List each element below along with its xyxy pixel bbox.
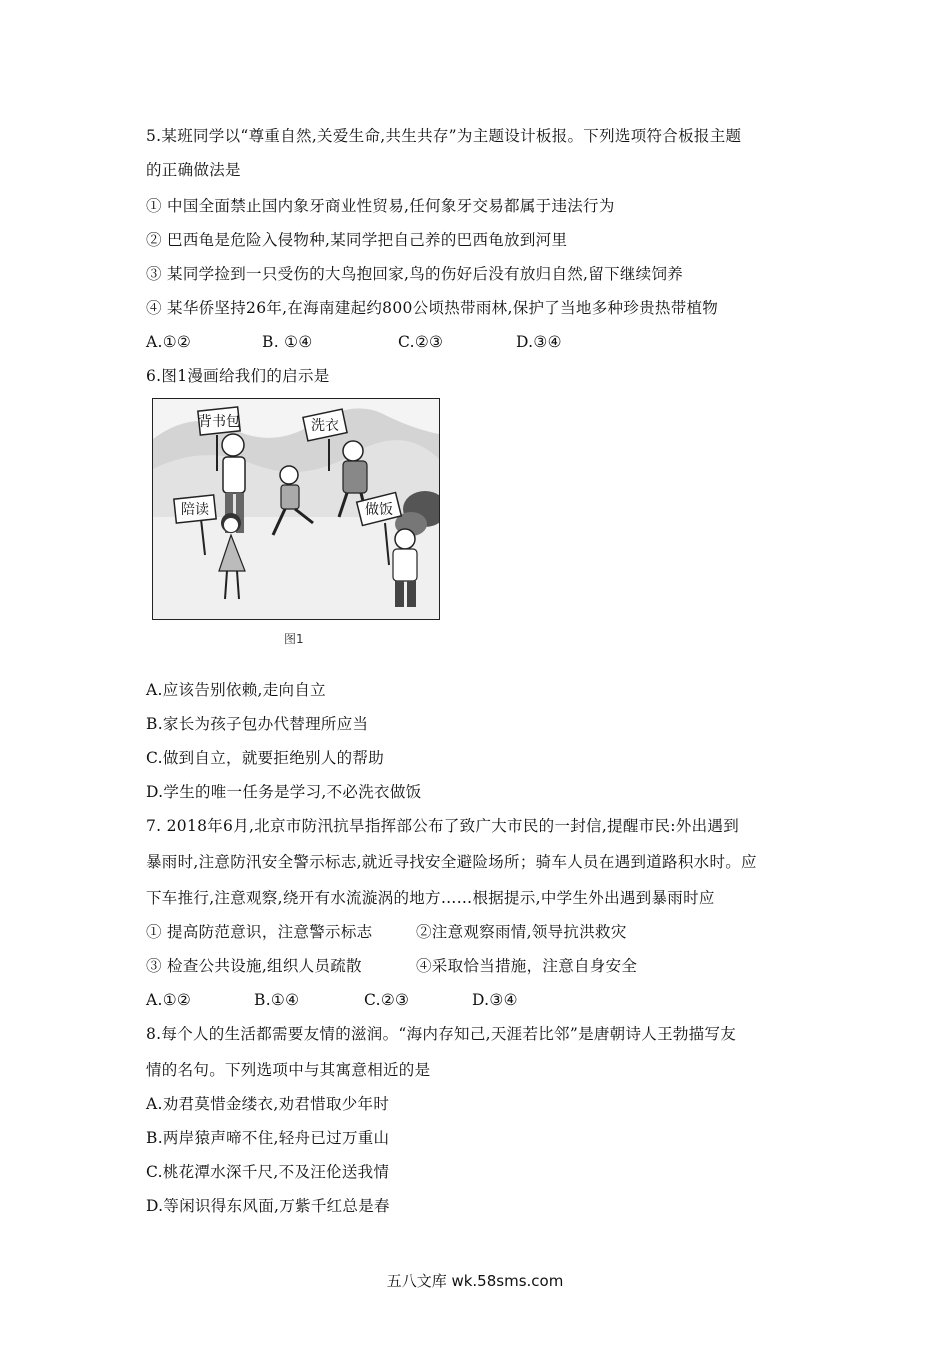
q7-option-d: D.③④ (472, 991, 518, 1009)
q5-option-b: B. ①④ (262, 333, 313, 351)
q5-option-d: D.③④ (516, 333, 562, 351)
q6-option-d: D.学生的唯一任务是学习,不必洗衣做饭 (146, 783, 422, 801)
q8-stem-line-1: 8.每个人的生活都需要友情的滋润。“海内存知己,天涯若比邻”是唐朝诗人王勃描写友 (146, 1025, 737, 1043)
q8-option-d: D.等闲识得东风面,万紫千红总是春 (146, 1197, 390, 1215)
q6-stem: 6.图1漫画给我们的启示是 (146, 367, 330, 385)
q5-item-3: ③ 某同学捡到一只受伤的大鸟抱回家,鸟的伤好后没有放归自然,留下继续饲养 (146, 265, 684, 283)
q5-options (146, 332, 562, 352)
q5-stem-line-2: 的正确做法是 (146, 161, 241, 179)
q7-items-row-2 (146, 956, 637, 976)
q5-item-4: ④ 某华侨坚持26年,在海南建起约800公顷热带雨林,保护了当地多种珍贵热带植物 (146, 299, 719, 317)
q7-item-2: ②注意观察雨情,领导抗洪救灾 (416, 923, 627, 941)
q8-stem-line-2: 情的名句。下列选项中与其寓意相近的是 (146, 1061, 431, 1079)
q7-stem-line-1: 7. 2018年6月,北京市防汛抗旱指挥部公布了致广大市民的一封信,提醒市民:外出遇到 (146, 817, 740, 835)
svg-text:做饭: 做饭 (365, 502, 393, 518)
q7-stem-line-2: 暴雨时,注意防汛安全警示标志,就近寻找安全避险场所；骑车人员在遇到道路积水时。应 (146, 853, 757, 871)
q7-options (146, 990, 518, 1010)
q6-option-b: B.家长为孩子包办代替理所应当 (146, 715, 369, 733)
q8-option-c: C.桃花潭水深千尺,不及汪伦送我情 (146, 1163, 390, 1181)
q8-option-a: A.劝君莫惜金缕衣,劝君惜取少年时 (146, 1095, 390, 1113)
q7-items-row-1 (146, 922, 627, 942)
sign-carry-schoolbag (198, 407, 240, 435)
q7-option-c: C.②③ (364, 991, 410, 1009)
sign-accompany-study (174, 495, 216, 523)
q8-option-b: B.两岸猿声啼不住,轻舟已过万重山 (146, 1129, 390, 1147)
q5-item-2: ② 巴西龟是危险入侵物种,某同学把自己养的巴西龟放到河里 (146, 231, 568, 249)
svg-text:背书包: 背书包 (198, 414, 240, 430)
q6-option-a: A.应该告别依赖,走向自立 (146, 681, 326, 699)
svg-text:陪读: 陪读 (181, 502, 209, 518)
q5-option-a: A.①② (146, 333, 192, 351)
svg-text:洗衣: 洗衣 (311, 418, 339, 434)
q7-stem-line-3: 下车推行,注意观察,绕开有水流漩涡的地方……根据提示,中学生外出遇到暴雨时应 (146, 889, 715, 907)
q7-option-b: B.①④ (254, 991, 300, 1009)
q5-option-c: C.②③ (398, 333, 444, 351)
q7-item-4: ④采取恰当措施，注意自身安全 (416, 957, 638, 975)
footer-watermark: 五八文库 wk.58sms.com (386, 1272, 564, 1290)
q7-item-3: ③ 检查公共设施,组织人员疏散 (146, 957, 362, 975)
q6-option-c: C.做到自立，就要拒绝别人的帮助 (146, 749, 385, 767)
figure-caption: 图1 (284, 632, 304, 646)
cartoon-figure (152, 398, 440, 620)
q7-option-a: A.①② (146, 991, 192, 1009)
q5-stem-line-1: 5.某班同学以“尊重自然,关爱生命,共生共存”为主题设计板报。下列选项符合板报主题 (146, 127, 742, 145)
q7-item-1: ① 提高防范意识，注意警示标志 (146, 923, 373, 941)
q5-item-1: ① 中国全面禁止国内象牙商业性贸易,任何象牙交易都属于违法行为 (146, 197, 615, 215)
